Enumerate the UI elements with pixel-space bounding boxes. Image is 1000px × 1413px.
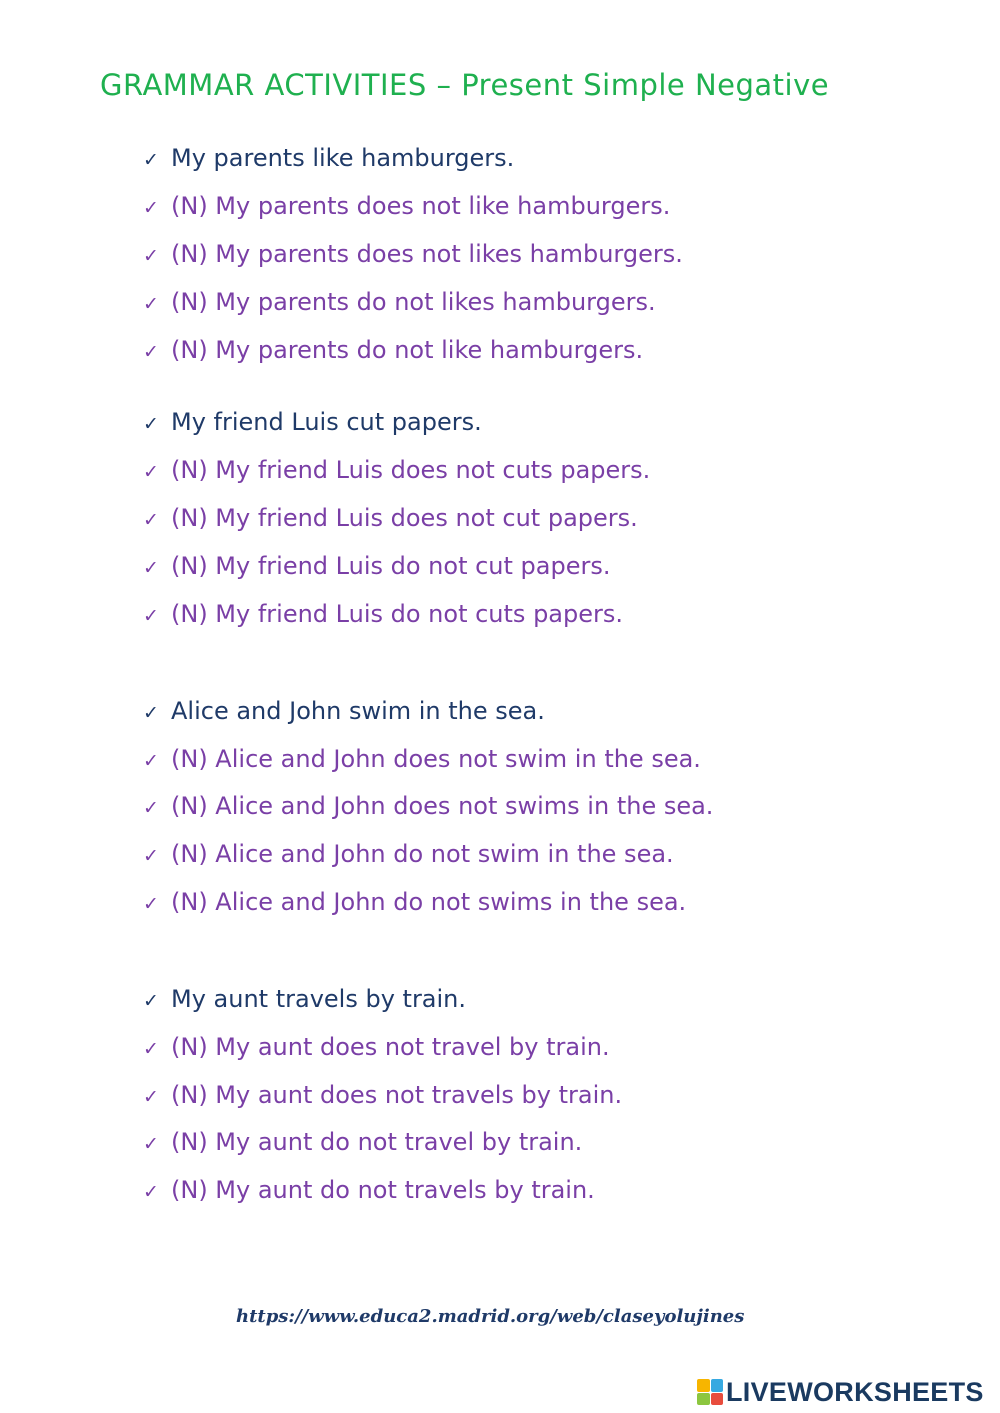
prompt-text: My parents like hamburgers. xyxy=(171,144,515,172)
option-text: (N) My parents do not like hamburgers. xyxy=(171,336,644,364)
answer-option[interactable] xyxy=(143,287,656,319)
answer-option[interactable] xyxy=(143,191,670,223)
option-text: (N) My friend Luis do not cuts papers. xyxy=(171,600,624,628)
logo-tile xyxy=(711,1379,724,1392)
check-icon: ✓ xyxy=(143,990,159,1012)
answer-option[interactable] xyxy=(143,791,713,823)
answer-option[interactable] xyxy=(143,887,686,919)
answer-option[interactable] xyxy=(143,239,683,271)
check-icon: ✓ xyxy=(143,1181,159,1203)
check-icon: ✓ xyxy=(143,605,159,627)
source-url[interactable]: https://www.educa2.madrid.org/web/claseyolujines xyxy=(236,1306,745,1327)
prompt-text: Alice and John swim in the sea. xyxy=(171,697,545,725)
liveworksheets-logo-icon xyxy=(697,1379,723,1405)
logo-tile xyxy=(697,1393,710,1406)
check-icon: ✓ xyxy=(143,197,159,219)
prompt-sentence-1 xyxy=(143,143,514,175)
check-icon: ✓ xyxy=(143,245,159,267)
option-text: (N) My parents do not likes hamburgers. xyxy=(171,288,656,316)
check-icon: ✓ xyxy=(143,893,159,915)
prompt-sentence-3 xyxy=(143,696,545,728)
check-icon: ✓ xyxy=(143,293,159,315)
prompt-text: My friend Luis cut papers. xyxy=(171,408,482,436)
answer-option[interactable] xyxy=(143,599,623,631)
check-icon: ✓ xyxy=(143,461,159,483)
option-text: (N) Alice and John do not swims in the sea. xyxy=(171,888,687,916)
option-text: (N) My aunt do not travels by train. xyxy=(171,1176,595,1204)
check-icon: ✓ xyxy=(143,509,159,531)
answer-option[interactable] xyxy=(143,551,611,583)
option-text: (N) My aunt does not travels by train. xyxy=(171,1081,623,1109)
check-icon: ✓ xyxy=(143,702,159,724)
option-text: (N) My aunt do not travel by train. xyxy=(171,1128,583,1156)
check-icon: ✓ xyxy=(143,341,159,363)
answer-option[interactable] xyxy=(143,744,701,776)
answer-option[interactable] xyxy=(143,1175,595,1207)
option-text: (N) My aunt does not travel by train. xyxy=(171,1033,610,1061)
option-text: (N) My friend Luis does not cut papers. xyxy=(171,504,638,532)
option-text: (N) My friend Luis does not cuts papers. xyxy=(171,456,651,484)
logo-tile xyxy=(697,1379,710,1392)
check-icon: ✓ xyxy=(143,1086,159,1108)
option-text: (N) Alice and John does not swims in the sea. xyxy=(171,792,714,820)
check-icon: ✓ xyxy=(143,1133,159,1155)
option-text: (N) My friend Luis do not cut papers. xyxy=(171,552,611,580)
answer-option[interactable] xyxy=(143,1127,582,1159)
answer-option[interactable] xyxy=(143,1080,622,1112)
check-icon: ✓ xyxy=(143,1038,159,1060)
option-text: (N) Alice and John does not swim in the sea. xyxy=(171,745,701,773)
option-text: (N) My parents does not likes hamburgers. xyxy=(171,240,683,268)
prompt-text: My aunt travels by train. xyxy=(171,985,467,1013)
option-text: (N) Alice and John do not swim in the sea. xyxy=(171,840,674,868)
answer-option[interactable] xyxy=(143,335,643,367)
check-icon: ✓ xyxy=(143,413,159,435)
check-icon: ✓ xyxy=(143,149,159,171)
answer-option[interactable] xyxy=(143,1032,610,1064)
option-text: (N) My parents does not like hamburgers. xyxy=(171,192,671,220)
prompt-sentence-4 xyxy=(143,984,466,1016)
prompt-sentence-2 xyxy=(143,407,482,439)
brand-name: LIVEWORKSHEETS xyxy=(726,1376,984,1407)
liveworksheets-brand[interactable] xyxy=(697,1375,984,1409)
check-icon: ✓ xyxy=(143,845,159,867)
check-icon: ✓ xyxy=(143,797,159,819)
check-icon: ✓ xyxy=(143,750,159,772)
check-icon: ✓ xyxy=(143,557,159,579)
answer-option[interactable] xyxy=(143,503,638,535)
logo-tile xyxy=(711,1393,724,1406)
answer-option[interactable] xyxy=(143,839,674,871)
answer-option[interactable] xyxy=(143,455,650,487)
worksheet-title: GRAMMAR ACTIVITIES – Present Simple Negative xyxy=(100,68,830,102)
